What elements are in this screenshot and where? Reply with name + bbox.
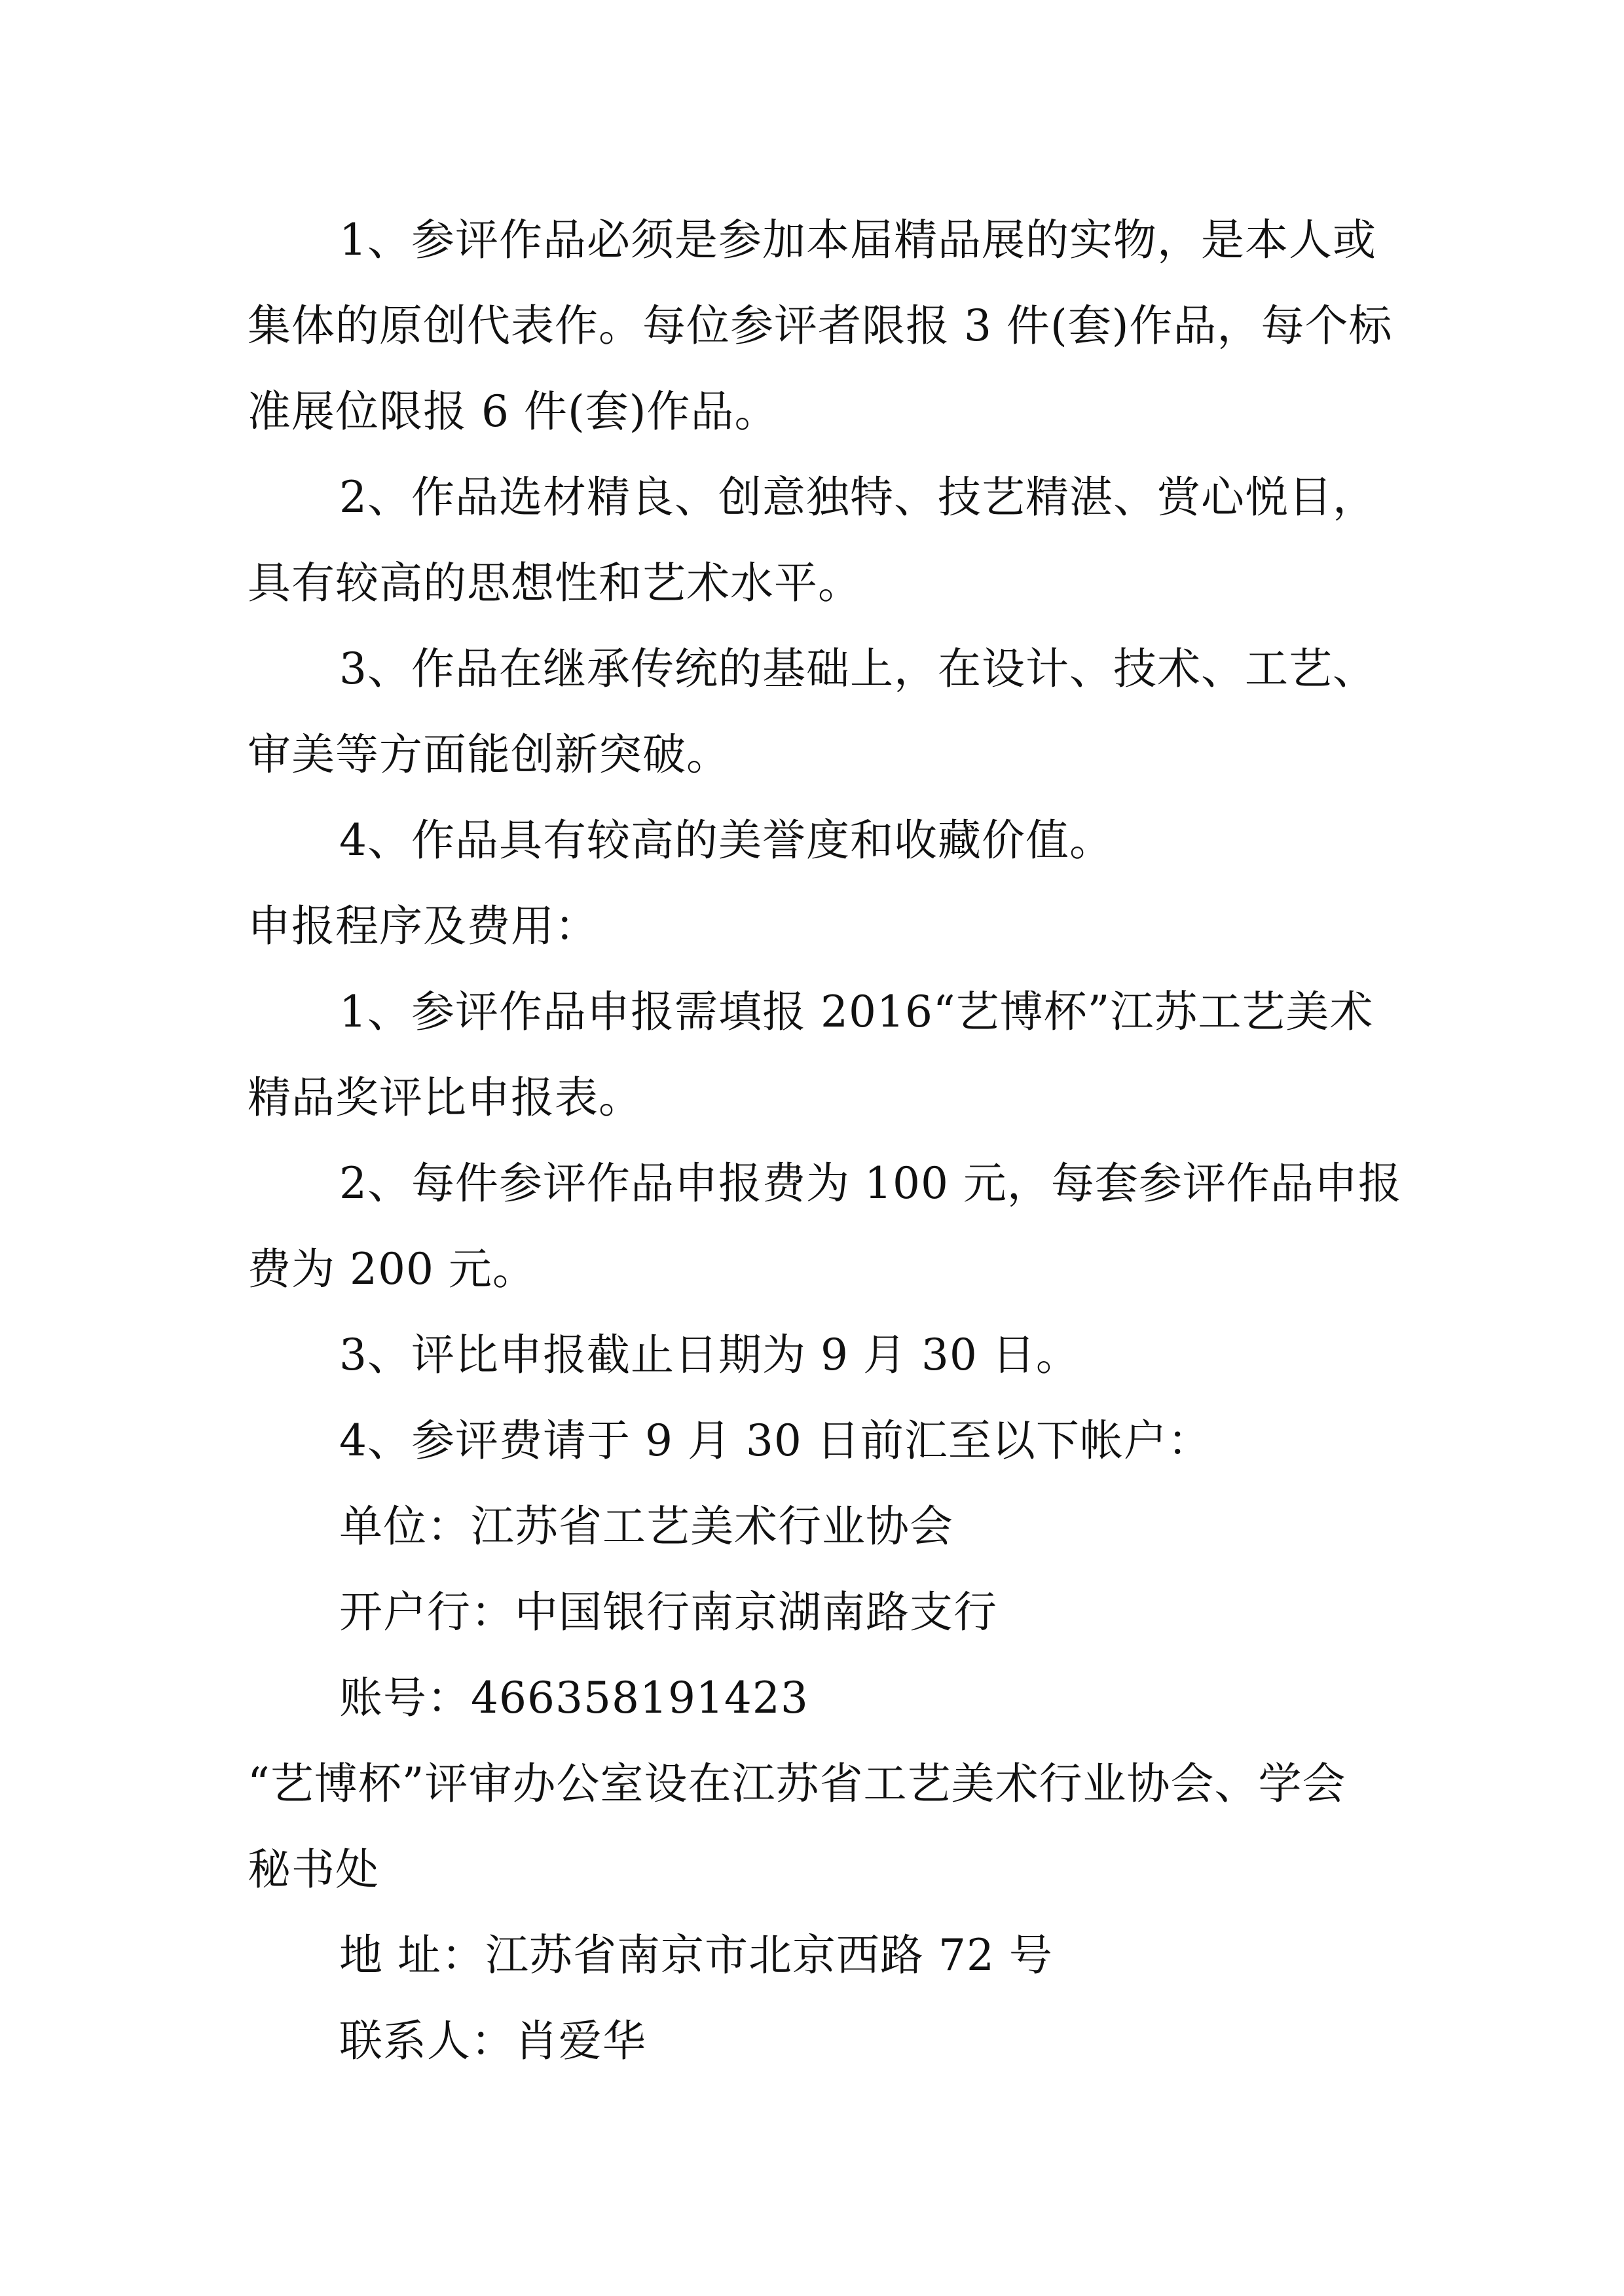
procedure-item-3-line-1: 3、评比申报截止日期为 9 月 30 日。: [339, 1330, 1080, 1380]
account-unit: 单位：江苏省工艺美术行业协会: [339, 1501, 953, 1552]
office-line-2: 秘书处: [248, 1844, 379, 1895]
account-bank: 开户行：中国银行南京湖南路支行: [339, 1587, 997, 1637]
office-address: 地 址：江苏省南京市北京西路 72 号: [339, 1930, 1053, 1980]
criteria-item-1-line-3: 准展位限报 6 件(套)作品。: [248, 386, 779, 437]
procedure-item-2-line-1: 2、每件参评作品申报费为 100 元，每套参评作品申报: [339, 1158, 1402, 1209]
criteria-item-3-line-2: 审美等方面能创新突破。: [248, 729, 730, 780]
criteria-item-2-line-1: 2、作品选材精良、创意独特、技艺精湛、赏心悦目，: [339, 472, 1376, 522]
procedure-heading: 申报程序及费用：: [248, 901, 599, 951]
criteria-item-4-line-1: 4、作品具有较高的美誉度和收藏价值。: [339, 815, 1113, 866]
office-contact: 联系人：肖爱华: [339, 2016, 646, 2066]
criteria-item-1-line-1: 1、参评作品必须是参加本届精品展的实物，是本人或: [339, 215, 1376, 265]
procedure-item-1-line-1: 1、参评作品申报需填报 2016“艺博杯”江苏工艺美术: [339, 987, 1374, 1037]
procedure-item-4-line-1: 4、参评费请于 9 月 30 日前汇至以下帐户：: [339, 1415, 1211, 1466]
criteria-item-3-line-1: 3、作品在继承传统的基础上，在设计、技术、工艺、: [339, 644, 1376, 694]
criteria-item-2-line-2: 具有较高的思想性和艺术水平。: [248, 558, 862, 608]
office-line-1: “艺博杯”评审办公室设在江苏省工艺美术行业协会、学会: [248, 1758, 1346, 1809]
criteria-item-1-line-2: 集体的原创代表作。每位参评者限报 3 件(套)作品，每个标: [248, 301, 1393, 351]
account-number: 账号：466358191423: [339, 1673, 809, 1723]
procedure-item-1-line-2: 精品奖评比申报表。: [248, 1072, 642, 1123]
procedure-item-2-line-2: 费为 200 元。: [248, 1244, 536, 1294]
